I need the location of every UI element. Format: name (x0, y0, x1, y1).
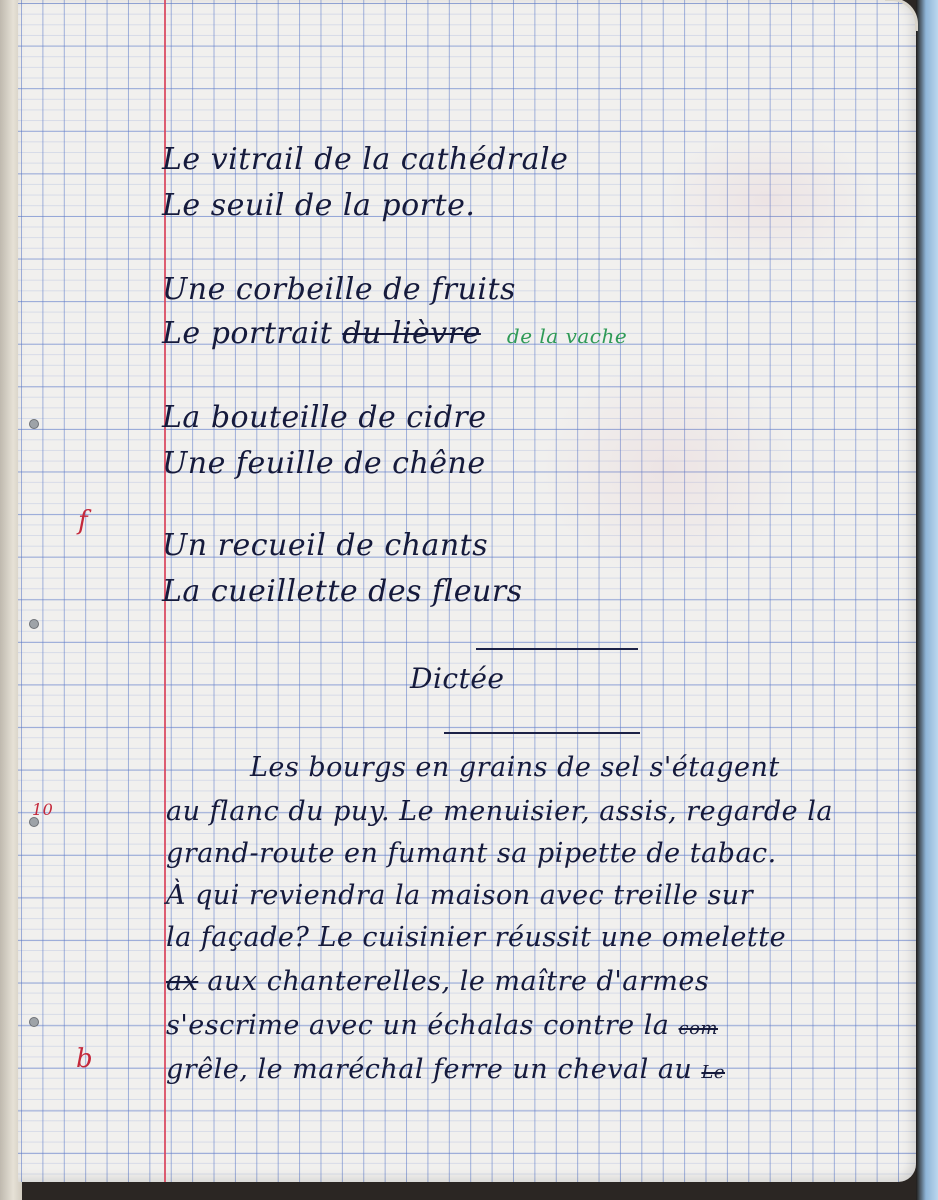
dictee-title: Dictée (410, 662, 505, 695)
title-rule-bottom (444, 732, 640, 734)
vocab-line: Le portrait du lièvre de la vache (162, 316, 628, 351)
notebook-page (18, 0, 916, 1182)
show-through-stain (658, 130, 878, 270)
vocab-line: Une corbeille de fruits (162, 272, 516, 307)
dictee-line: grêle, le maréchal ferre un cheval au Le (166, 1054, 726, 1085)
vocab-line: Une feuille de chêne (162, 446, 486, 481)
struck-phrase: du lièvre (342, 316, 481, 351)
dictee-line: À qui reviendra la maison avec treille sur (166, 880, 754, 911)
scan-background (916, 0, 938, 1200)
margin-mark: 10 (32, 800, 54, 819)
show-through-stain (538, 360, 798, 580)
margin-mark: f (78, 506, 89, 536)
dictee-line: grand-route en fumant sa pipette de tabac. (166, 838, 777, 869)
binding-hole (30, 620, 38, 628)
margin-mark: b (76, 1044, 94, 1074)
binding-hole (30, 420, 38, 428)
binding-hole (30, 818, 38, 826)
vocab-line: Le seuil de la porte. (162, 188, 476, 223)
vocab-line: La cueillette des fleurs (162, 574, 523, 609)
dictee-line: la façade? Le cuisinier réussit une omelette (166, 922, 787, 953)
title-rule-top (476, 648, 638, 650)
green-correction: de la vache (506, 324, 628, 348)
struck-word: ax (166, 966, 199, 997)
binding-hole (30, 1018, 38, 1026)
dictee-line: Les bourgs en grains de sel s'étagent (250, 752, 780, 783)
dictee-line: au flanc du puy. Le menuisier, assis, regarde la (166, 796, 833, 827)
struck-word: com (678, 1018, 719, 1039)
vocab-line: Le vitrail de la cathédrale (162, 142, 569, 177)
page-corner (885, 0, 918, 31)
dictee-line: ax aux chanterelles, le maître d'armes (166, 966, 710, 997)
vocab-line: La bouteille de cidre (162, 400, 487, 435)
vocab-line: Un recueil de chants (162, 528, 489, 563)
dictee-line: s'escrime avec un échalas contre la com (166, 1010, 719, 1041)
struck-word: Le (701, 1062, 726, 1083)
